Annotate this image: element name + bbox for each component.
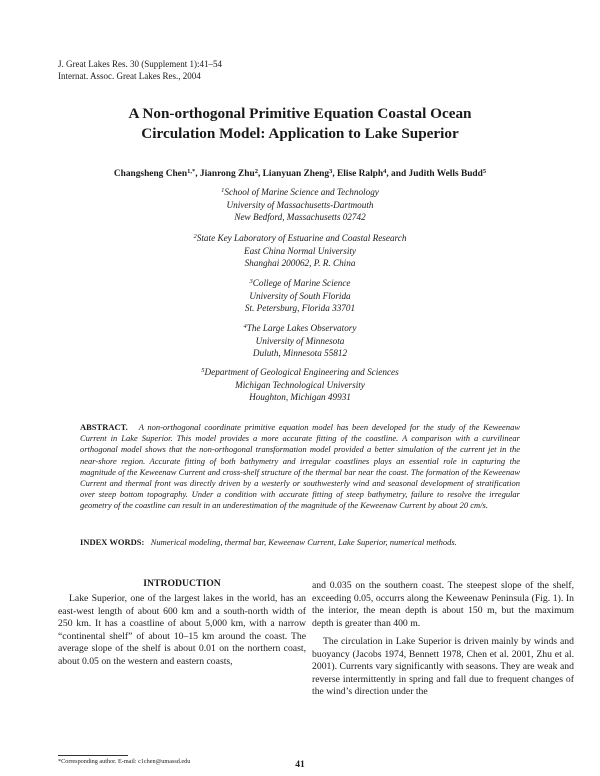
section-heading-introduction: INTRODUCTION <box>143 578 221 589</box>
author-separator: , <box>257 169 263 179</box>
affiliation-line <box>100 186 500 199</box>
body-paragraph: Lake Superior, one of the largest lakes in the world, has an east-west length of about 600 km and a south-north width of 250 km. It has a coastline of about 5,000 km, with a narrow “continental shelf” of about 10–15 km around the coast. The average slope of the shelf is about 0.01 on the northern coast, about 0.05 on the western and eastern coasts, <box>58 593 306 667</box>
affiliation-line-text: College of Marine Science <box>252 278 351 288</box>
journal-citation-line-1: J. Great Lakes Res. 30 (Supplement 1):41–54 <box>58 59 222 69</box>
author-list <box>40 168 560 180</box>
body-paragraph: and 0.035 on the southern coast. The steepest slope of the shelf, exceeding 0.05, occurrs along the Keweenaw Peninsula (Fig. 1). In the interior, the mean depth is about 150 m, but the maximum depth is greater than 400 m. <box>312 580 574 629</box>
affiliation-line <box>100 322 500 335</box>
affiliation-line <box>100 366 500 379</box>
index-words-text: Numerical modeling, thermal bar, Keweenaw Current, Lake Superior, numerical methods. <box>150 537 457 547</box>
affiliation-line-text: The Large Lakes Observatory <box>246 323 357 333</box>
affiliation-line <box>100 277 500 290</box>
affiliation-4 <box>100 322 500 360</box>
corresponding-author-footnote: *Corresponding author. E-mail: c1chen@umassd.edu <box>58 758 191 765</box>
affiliation-line: Shanghai 200062, P. R. China <box>244 258 356 269</box>
index-words-label: INDEX WORDS: <box>80 537 145 547</box>
abstract <box>80 422 520 512</box>
affiliation-number: 3 <box>249 278 253 285</box>
affiliation-1 <box>100 186 500 224</box>
affiliation-line <box>100 232 500 245</box>
affiliation-line: Duluth, Minnesota 55812 <box>252 348 348 359</box>
affiliation-line: Michigan Technological University <box>235 379 365 390</box>
journal-citation <box>58 58 222 82</box>
author-separator: , <box>195 169 200 179</box>
paper-title-line-1: A Non-orthogonal Primitive Equation Coastal Ocean <box>128 105 472 122</box>
affiliation-number: 1 <box>221 187 225 194</box>
affiliation-line: Houghton, Michigan 49931 <box>249 392 351 403</box>
affiliation-number: 4 <box>243 323 247 330</box>
author-affiliation-mark: 2 <box>254 168 258 175</box>
affiliation-line-text: State Key Laboratory of Estuarine and Coastal Research <box>196 233 407 243</box>
affiliation-line: University of South Florida <box>249 290 351 301</box>
affiliation-line-text: Department of Geological Engineering and Sciences <box>204 367 399 377</box>
footnote-divider <box>58 755 128 756</box>
author-name: Elise Ralph <box>337 169 384 179</box>
affiliation-line-text: School of Marine Science and Technology <box>224 187 379 197</box>
author-affiliation-mark: 1,* <box>187 168 196 175</box>
paper-title-line-2: Circulation Model: Application to Lake Superior <box>141 125 459 142</box>
affiliation-number: 2 <box>193 233 197 240</box>
left-column <box>58 578 306 668</box>
author-affiliation-mark: 5 <box>482 168 487 175</box>
affiliation-line: University of Massachusetts-Dartmouth <box>226 199 374 210</box>
abstract-text: A non-orthogonal coordinate primitive equation model has been developed for the study of the Keweenaw Current in Lake Superior. This model provides a more accurate fitting of the coastline. A comparison with a curvilinear orthogonal model shows that the non-orthogonal transformation model provided a better simulation of the current jet in the near-shore region. Accurate fitting of both bathymetry and irregular coastlines plays an essential role in capturing the magnitude of the Keweenaw Current and cross-shelf structure of the thermal bar near the coast. The formation of the Keweenaw Current and thermal front was directly driven by a westerly or southwesterly wind and seasonal development of stratification over steep bottom topography. Under a condition with accurate fitting of steep bathymetry, failure to resolve the irregular geometry of the coastline can result in an underestimation of the magnitude of the Keweenaw Current by about 20 cm/s. <box>80 422 520 511</box>
index-words <box>80 537 520 548</box>
author-affiliation-mark: 4 <box>383 168 387 175</box>
right-column <box>312 580 574 699</box>
page-number: 41 <box>295 760 305 770</box>
author-name: Changsheng Chen <box>113 169 188 179</box>
affiliation-2 <box>100 232 500 270</box>
author-separator: , and <box>386 169 409 179</box>
body-paragraph: The circulation in Lake Superior is driven mainly by winds and buoyancy (Jacobs 1974, Bennett 1978, Chen et al. 2001, Zhu et al. 2001). Currents vary significantly with seasons. They are weak and reverse intermittently in spring and fall due to frequent changes of the wind’s direction under the <box>312 636 574 697</box>
affiliation-number: 5 <box>201 367 205 374</box>
author-name: Jianrong Zhu <box>199 169 255 179</box>
author-name: Lianyuan Zheng <box>262 169 330 179</box>
journal-citation-line-2: Internat. Assoc. Great Lakes Res., 2004 <box>58 71 201 81</box>
affiliation-3 <box>100 277 500 315</box>
affiliation-5 <box>100 366 500 404</box>
author-name: Judith Wells Budd <box>408 169 483 179</box>
affiliation-line: St. Petersburg, Florida 33701 <box>244 303 356 314</box>
affiliation-line: East China Normal University <box>243 245 357 256</box>
author-affiliation-mark: 3 <box>329 168 333 175</box>
abstract-label: ABSTRACT. <box>80 422 128 432</box>
author-separator: , <box>332 169 337 179</box>
affiliation-line: University of Minnesota <box>255 335 345 346</box>
affiliation-line: New Bedford, Massachusetts 02742 <box>234 212 366 223</box>
paper-title <box>60 104 540 144</box>
